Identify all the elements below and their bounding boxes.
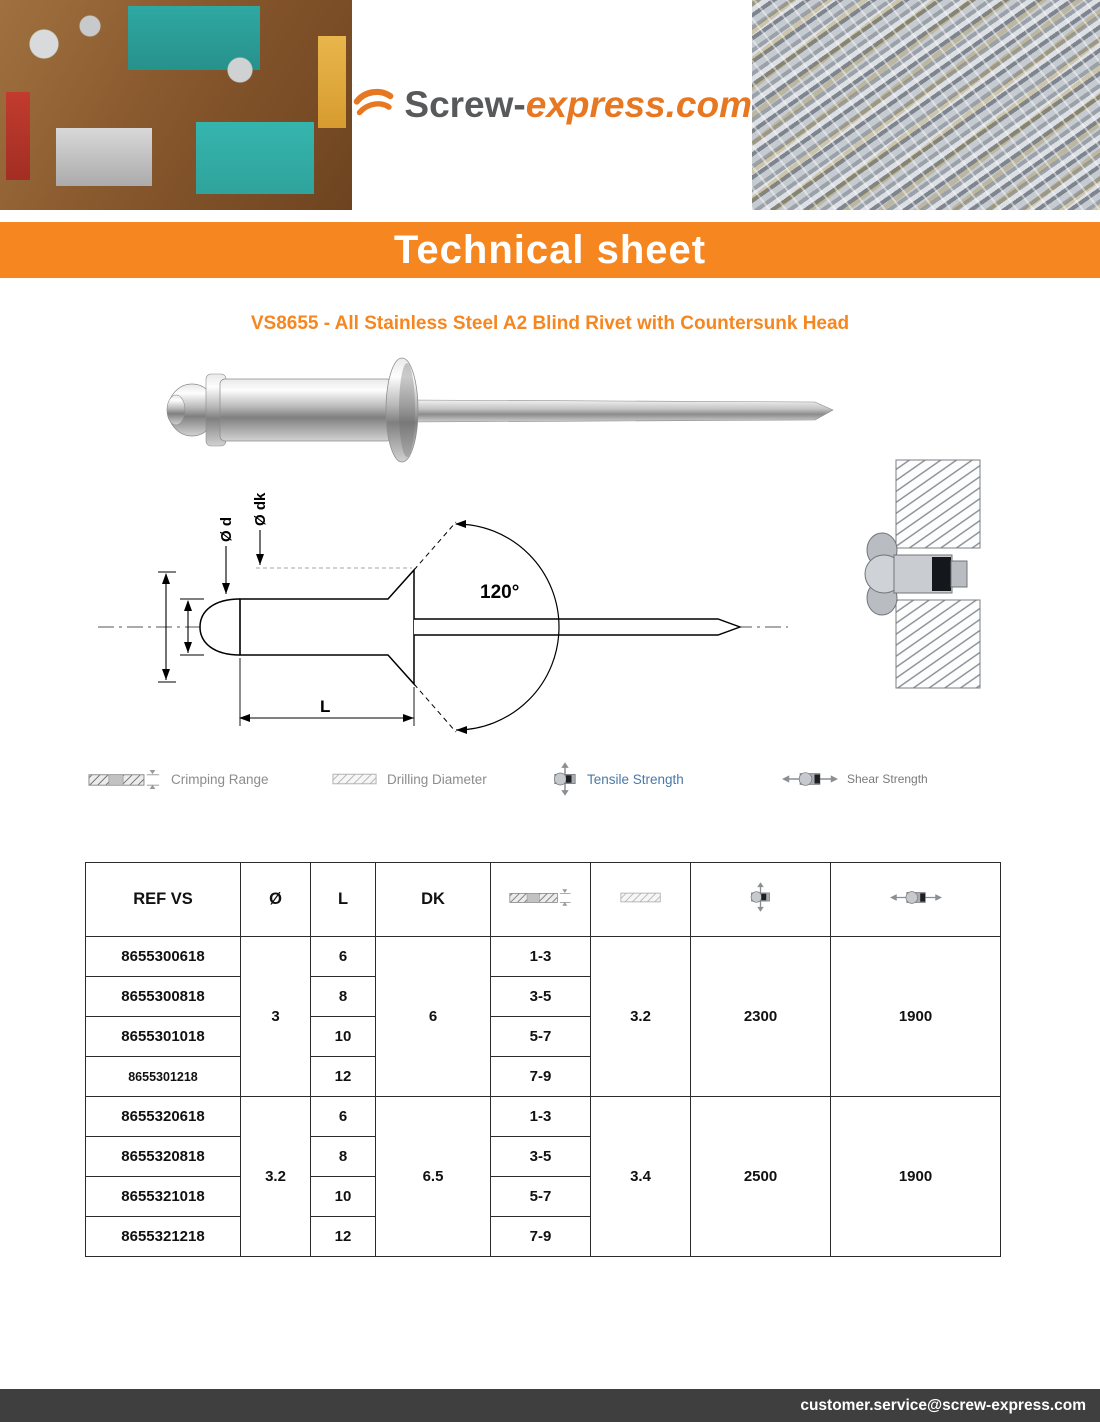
col-header-length: L bbox=[311, 863, 376, 937]
crimp-cell: 7-9 bbox=[491, 1057, 591, 1097]
length-cell: 12 bbox=[311, 1217, 376, 1257]
col-header-crimping bbox=[491, 863, 591, 937]
ref-cell: 8655321018 bbox=[86, 1177, 241, 1217]
diameter-cell: 3.2 bbox=[241, 1097, 311, 1257]
col-header-dk: DK bbox=[376, 863, 491, 937]
drilling-diameter-icon bbox=[332, 772, 378, 786]
drill-cell: 3.2 bbox=[591, 937, 691, 1097]
header bbox=[0, 0, 1100, 210]
table-row bbox=[86, 1097, 1001, 1137]
length-cell: 8 bbox=[311, 1137, 376, 1177]
logo-swoosh-icon bbox=[352, 78, 394, 132]
drill-cell: 3.4 bbox=[591, 1097, 691, 1257]
legend-drilling bbox=[332, 758, 487, 800]
ref-cell: 8655320618 bbox=[86, 1097, 241, 1137]
brand-prefix: Screw- bbox=[404, 84, 526, 125]
screws-photo bbox=[752, 0, 1100, 210]
rivet-mandrel-outline bbox=[414, 619, 740, 635]
crimp-cell: 1-3 bbox=[491, 1097, 591, 1137]
product-title: VS8655 - All Stainless Steel A2 Blind Rivet with Countersunk Head bbox=[250, 313, 850, 334]
col-header-diameter: Ø bbox=[241, 863, 311, 937]
length-cell: 12 bbox=[311, 1057, 376, 1097]
table-row bbox=[86, 937, 1001, 977]
crimp-cell: 3-5 bbox=[491, 1137, 591, 1177]
ref-cell: 8655301018 bbox=[86, 1017, 241, 1057]
crimping-range-icon bbox=[88, 770, 162, 789]
logo bbox=[352, 0, 752, 210]
rivet-body-outline bbox=[240, 570, 414, 684]
crimp-cell: 1-3 bbox=[491, 937, 591, 977]
crimping-range-icon bbox=[509, 889, 573, 906]
dim-l-label: L bbox=[320, 697, 331, 716]
dim-dk-label: Ø dk bbox=[252, 492, 269, 526]
drilling-diameter-icon bbox=[620, 891, 662, 904]
legend-drilling-label: Drilling Diameter bbox=[387, 771, 487, 787]
footer-email[interactable]: customer.service@screw-express.com bbox=[800, 1396, 1086, 1414]
banner-title: Technical sheet bbox=[393, 227, 707, 272]
legend-shear bbox=[782, 758, 928, 800]
shear-cell: 1900 bbox=[831, 1097, 1001, 1257]
legend-shear-label: Shear Strength bbox=[847, 772, 928, 786]
tensile-strength-icon bbox=[749, 881, 772, 913]
workbench-photo bbox=[0, 0, 352, 210]
rivet-dome-outline bbox=[200, 599, 240, 655]
ref-cell: 8655300818 bbox=[86, 977, 241, 1017]
length-cell: 6 bbox=[311, 937, 376, 977]
tensile-strength-icon bbox=[552, 762, 578, 796]
rivet-photo bbox=[80, 352, 850, 472]
legend-tensile-label: Tensile Strength bbox=[587, 771, 684, 787]
table-header-row bbox=[86, 863, 1001, 937]
brand-name bbox=[404, 84, 752, 126]
crimp-cell: 5-7 bbox=[491, 1017, 591, 1057]
dk-cell: 6 bbox=[376, 937, 491, 1097]
ref-cell: 8655301218 bbox=[86, 1057, 241, 1097]
dk-cell: 6.5 bbox=[376, 1097, 491, 1257]
shear-strength-icon bbox=[782, 769, 838, 789]
legend-crimping-label: Crimping Range bbox=[171, 771, 269, 787]
crimp-cell: 5-7 bbox=[491, 1177, 591, 1217]
ref-cell: 8655300618 bbox=[86, 937, 241, 977]
crimp-cell: 7-9 bbox=[491, 1217, 591, 1257]
dim-d-label: Ø d bbox=[218, 517, 235, 542]
shear-cell: 1900 bbox=[831, 937, 1001, 1097]
col-header-tensile bbox=[691, 863, 831, 937]
angle-label: 120° bbox=[480, 582, 520, 603]
ref-cell: 8655320818 bbox=[86, 1137, 241, 1177]
legend-crimping bbox=[88, 758, 269, 800]
spec-table bbox=[85, 862, 1001, 1257]
diameter-cell: 3 bbox=[241, 937, 311, 1097]
installed-rivet-diagram bbox=[864, 458, 984, 693]
length-cell: 10 bbox=[311, 1177, 376, 1217]
table-wrap bbox=[85, 862, 1001, 1257]
legend-tensile bbox=[552, 758, 684, 800]
col-header-drilling bbox=[591, 863, 691, 937]
tensile-cell: 2300 bbox=[691, 937, 831, 1097]
col-header-shear bbox=[831, 863, 1001, 937]
tensile-cell: 2500 bbox=[691, 1097, 831, 1257]
col-header-ref: REF VS bbox=[86, 863, 241, 937]
length-cell: 6 bbox=[311, 1097, 376, 1137]
crimp-cell: 3-5 bbox=[491, 977, 591, 1017]
shear-strength-icon bbox=[890, 888, 942, 907]
footer bbox=[0, 1389, 1100, 1422]
legend bbox=[0, 758, 1100, 800]
brand-suffix: express.com bbox=[525, 84, 752, 125]
length-cell: 8 bbox=[311, 977, 376, 1017]
length-cell: 10 bbox=[311, 1017, 376, 1057]
dimension-drawing bbox=[88, 472, 798, 762]
banner bbox=[0, 222, 1100, 278]
ref-cell: 8655321218 bbox=[86, 1217, 241, 1257]
